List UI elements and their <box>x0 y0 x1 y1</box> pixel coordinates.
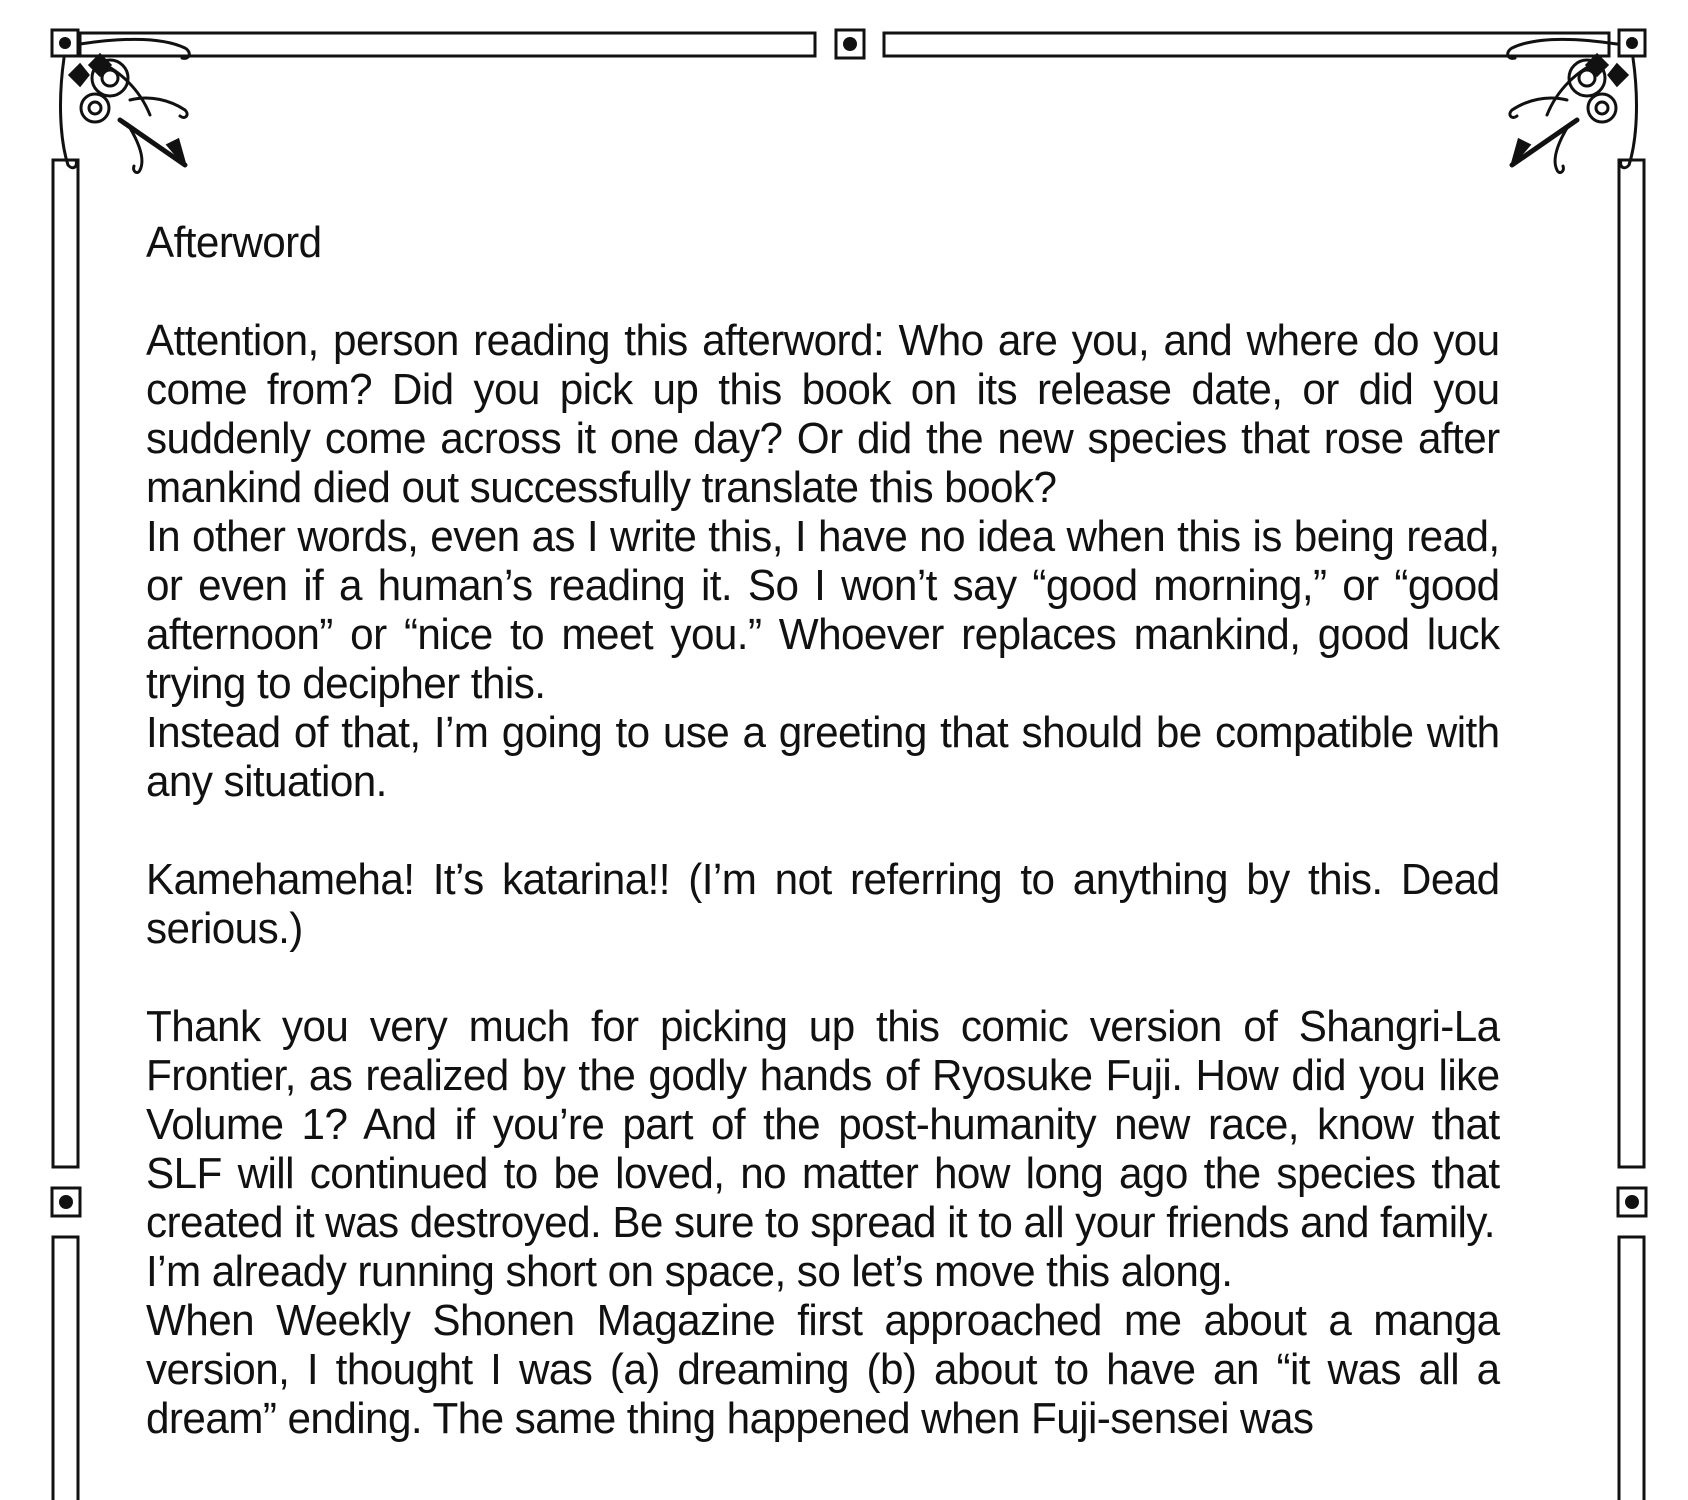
dot-rivet-icon <box>52 1188 80 1216</box>
paragraph: Attention, person reading this afterword: Who are you, and where do you come from? Did you pick up this book on its release date, or did you suddenly come across it one day? Or did the new species that rose after mankind died out successfully translate this book? <box>146 316 1500 512</box>
paragraph: Kamehameha! It’s katarina!! (I’m not referring to anything by this. Dead serious.) <box>146 855 1500 953</box>
paragraph: When Weekly Shonen Magazine first approached me about a manga version, I thought I was (a) dreaming (b) about to have an “it was all a dream” ending. The same thing happened when Fuji-sensei was <box>146 1296 1500 1443</box>
paragraph: Instead of that, I’m going to use a greeting that should be compatible with any situation. <box>146 708 1500 806</box>
dot-rivet-icon <box>836 30 864 58</box>
dot-rivet-icon <box>1618 1188 1646 1216</box>
page-title: Afterword <box>146 218 322 267</box>
paragraph: I’m already running short on space, so let’s move this along. <box>146 1247 1233 1296</box>
paragraph: In other words, even as I write this, I have no idea when this is being read, or even if a human’s reading it. So I won’t say “good morning,” or “good afternoon” or “nice to meet you.” Whoever replaces mankind, good luck trying to decipher this. <box>146 512 1500 708</box>
paragraph: Thank you very much for picking up this comic version of Shangri-La Frontier, as realized by the godly hands of Ryosuke Fuji. How did you like Volume 1? And if you’re part of the post-humanity new race, know that SLF will continued to be loved, no matter how long ago the species that created it was destroyed. Be sure to spread it to all your friends and family. <box>146 1002 1500 1247</box>
afterword-text <box>146 218 1500 1443</box>
